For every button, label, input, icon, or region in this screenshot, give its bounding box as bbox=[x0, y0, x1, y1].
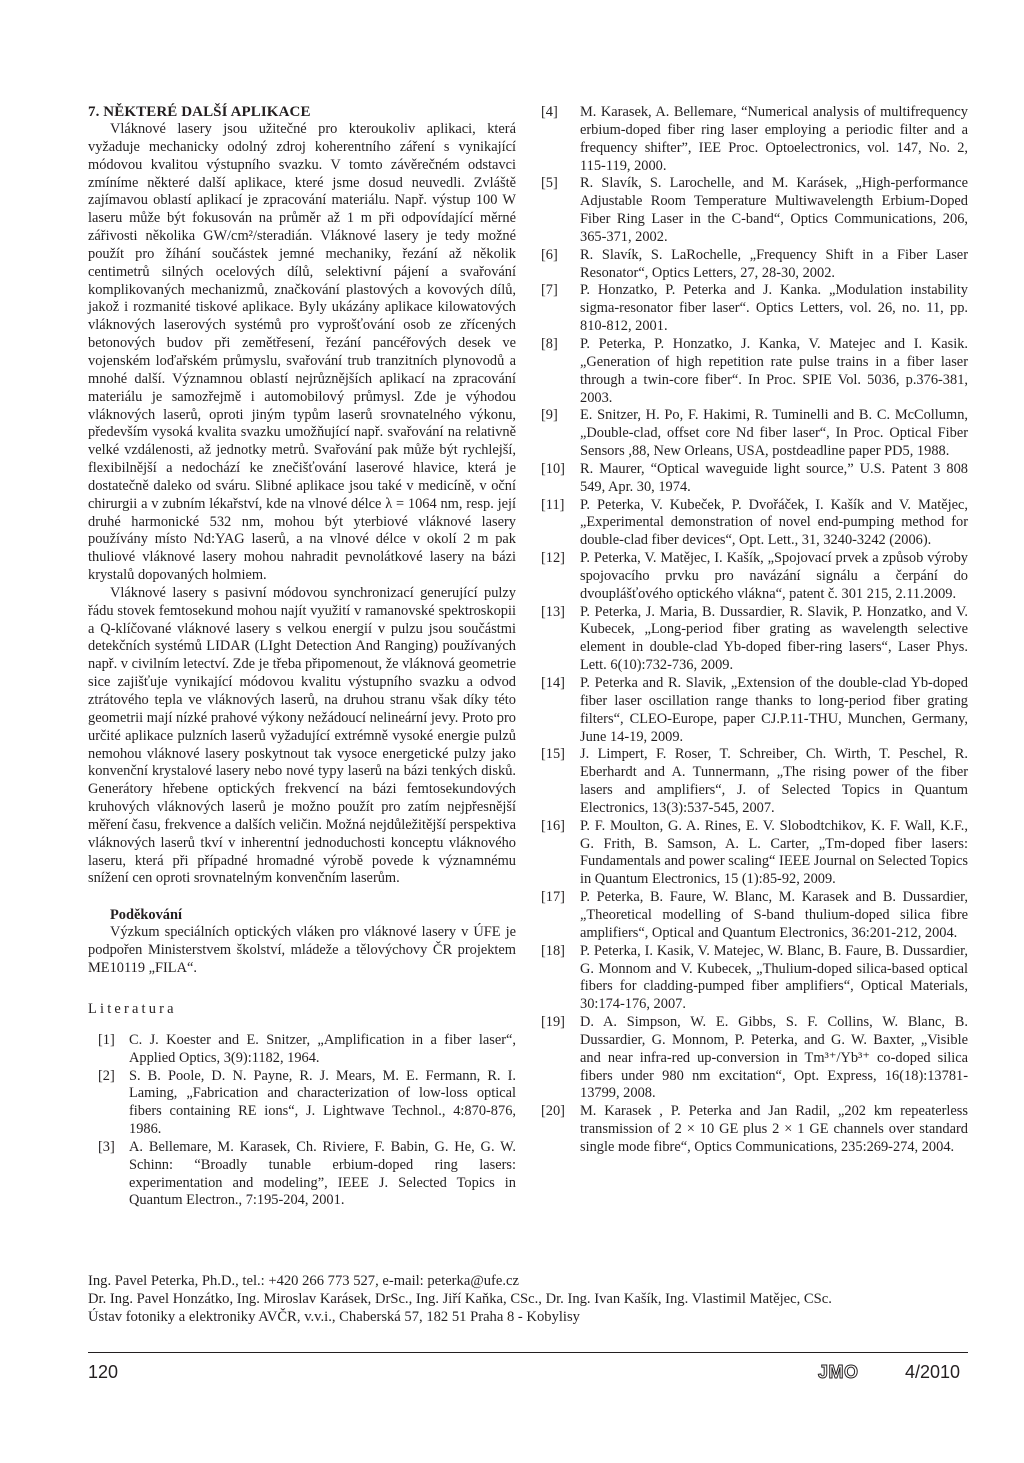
reference-item bbox=[541, 282, 968, 336]
reference-text: D. A. Simpson, W. E. Gibbs, S. F. Collins, W. Blanc, B. Dussardier, G. Monnom, P. Peterka, and G. W. Baxter, „Visible and near infra-red up-conversion in Tm³⁺/Yb³⁺ co-doped silica fibers under 980 nm excitation“, Opt. Express, 16(18):13781-13799, 2008. bbox=[580, 1014, 968, 1102]
reference-number: [3] bbox=[98, 1138, 115, 1155]
issue-number: 4/2010 bbox=[905, 1362, 961, 1382]
reference-number: [13] bbox=[541, 603, 565, 620]
reference-item bbox=[88, 1032, 516, 1068]
left-column bbox=[88, 104, 516, 1210]
reference-number: [18] bbox=[541, 942, 565, 959]
reference-text: P. Peterka, V. Matějec, I. Kašík, „Spojovací prvek a způsob výroby spojovacího prvku pro navázání signálu a čerpání do dvouplášťového optického vlákna“, patent č. 301 215, 2.11.2009. bbox=[580, 550, 968, 602]
reference-item bbox=[541, 943, 968, 1014]
reference-text: R. Slavík, S. Larochelle, and M. Karásek, „High-performance Adjustable Room Temperature Multiwavelength Erbium-Doped Fiber Ring Laser in the C-band“, Optics Communications, 206, 365-371, 2002. bbox=[580, 175, 968, 245]
reference-item bbox=[541, 818, 968, 889]
journal-logo: JMO bbox=[818, 1362, 859, 1382]
section-title: 7. NĚKTERÉ DALŠÍ APLIKACE bbox=[88, 104, 311, 120]
reference-number: [4] bbox=[541, 104, 558, 120]
reference-item bbox=[88, 1139, 516, 1210]
reference-number: [17] bbox=[541, 889, 565, 906]
reference-item bbox=[541, 247, 968, 283]
reference-text: J. Limpert, F. Roser, T. Schreiber, Ch. Wirth, T. Peschel, R. Eberhardt and A. Tunnermann, „The rising power of the fiber lasers and amplifiers“, J. of Selected Topics in Quantum Electronics, 13(3):537-545, 2007. bbox=[580, 746, 968, 816]
reference-number: [6] bbox=[541, 246, 558, 263]
reference-text: R. Maurer, “Optical waveguide light source,” U.S. Patent 3 808 549, Apr. 30, 1974. bbox=[580, 460, 968, 495]
page-number: 120 bbox=[88, 1362, 119, 1382]
reference-item bbox=[541, 336, 968, 407]
reference-number: [14] bbox=[541, 675, 565, 691]
reference-item bbox=[541, 889, 968, 943]
reference-item bbox=[541, 550, 968, 604]
literature-title: Literatura bbox=[88, 1000, 177, 1017]
reference-text: P. Peterka, V. Kubeček, P. Dvořáček, I. Kašík and V. Matějec, „Experimental demonstration of novel end-pumping method for double-clad fiber devices“, Opt. Lett., 31, 3240-3242 (2006). bbox=[580, 496, 968, 549]
reference-text: R. Slavík, S. LaRochelle, „Frequency Shift in a Fiber Laser Resonator“, Optics Letters, 27, 28-30, 2002. bbox=[580, 246, 968, 281]
reference-number: [1] bbox=[98, 1031, 115, 1048]
reference-number: [10] bbox=[541, 460, 565, 477]
reference-number: [20] bbox=[541, 1103, 565, 1120]
reference-text: M. Karasek , P. Peterka and Jan Radil, „202 km repeaterless transmission of 2 × 10 GE plus 2 × 1 GE channels over standard single mode fibre“, Optics Communications, 235:269-274, 2004. bbox=[580, 1103, 968, 1155]
reference-text: M. Karasek, A. Bellemare, “Numerical analysis of multifrequency erbium-doped fiber ring laser employing a periodic filter and a frequency shifter”, IEE Proc. Optoelectronics, vol. 147, No. 2, 115-119, 2000. bbox=[580, 104, 968, 174]
reference-item bbox=[541, 497, 968, 551]
reference-text: A. Bellemare, M. Karasek, Ch. Riviere, F. Babin, G. He, G. W. Schinn: “Broadly tunable erbium-doped ring lasers: experimentation and modeling”, IEEE J. Selected Topics in Quantum Electron., 7:195-204, 2001. bbox=[129, 1138, 516, 1209]
reference-item bbox=[541, 407, 968, 461]
right-column bbox=[541, 104, 968, 1157]
reference-number: [2] bbox=[98, 1067, 115, 1084]
author-line: Ústav fotoniky a elektroniky AVČR, v.v.i., Chaberská 57, 182 51 Praha 8 - Kobylisy bbox=[88, 1309, 580, 1325]
body-paragraph: Vláknové lasery s pasivní módovou synchronizací generující pulzy řádu stovek femtosekund mohou najít využití v ramanovské spektroskopii a Q-klíčované vláknové lasery s velkou energií v pulzu jsou součástmi detekčních systémů LIDAR (LIght Detection And Ranging) používaných např. v civilním letectví. Zde je třeba připomenout, že vláknová geometrie sice zajišťuje vynikající módovou kvalitu výstupního svazku a odvod ztrátového tepla ve vláknových laserů, na druhou stranu však díky této geometrii mají nízké prahové výkony nežádoucí nelineární jevy. Proto pro určité aplikace pulzních laserů vyžadující extrémně vysoké energie pulzů nemohou vláknové lasery poskytnout tak vysoce energetické pulzy jako konvenční krystalové lasery nebo nové typy laserů na bázi tenkých disků. Generátory hřebene optických frekvencí na bázi femtosekundových kruhových vláknových laserů je možno použít pro zatím nejpřesnější měření času, frekvence a dalších veličin. Možná nejdůležitější perspektiva vláknových laserů tkví v inherentní jednoduchosti konceptu vláknového laseru, která při případné hromadné výrobě povede k významnému snížení cen oproti srovnatelným konvenčním laserům. bbox=[88, 584, 516, 887]
reference-item bbox=[541, 175, 968, 246]
reference-item bbox=[541, 1014, 968, 1103]
reference-number: [12] bbox=[541, 550, 565, 567]
author-info bbox=[88, 1272, 968, 1326]
reference-item bbox=[541, 104, 968, 175]
reference-text: P. Peterka, I. Kasik, V. Matejec, W. Blanc, B. Faure, B. Dussardier, G. Monnom and V. Kubecek, „Thulium-doped silica-based optical fibers for cladding-pumped fiber amplifiers“, Optical Materials, 30:174-176, 2007. bbox=[580, 942, 968, 1013]
body-paragraph: Vláknové lasery jsou užitečné pro kteroukoliv aplikaci, která vyžaduje mechanicky odolný zdroj koherentního záření s vynikající módovou kvalitou výstupního svazku. V tomto závěrečném odstavci zmíníme některé další aplikace, které jsme dosud neuvedli. Zvláště zajímavou oblastí aplikací je zpracování materiálu. Např. výstup 100 W laseru může být fokusován na průměr až 1 m při odpovídající měrné zářivosti několika GW/cm²/steradián. Vláknové lasery je tedy možné použít pro žíhání součástek jemné mechaniky, řezání až několik centimetrů silných ocelových dílů, selektivní pájení a svařování komplikovaných mechanizmů, značkování plastových a kovových dílů, jakož i rozmanité tiskové aplikace. Byly ukázány aplikace kilowatových vláknových laserových systémů pro vyprošťování osob ze zřícených betonových budov při zemětřesení, řezání pancéřových desek ve vojenském loďařském průmyslu, svařování trub tranzitních plynovodů a mnohé další. Významnou oblastí nejrůznějších aplikací na zpracování materiálu je samozřejmě i automobilový průmysl. Zde je výhodou vláknových laserů, oproti jiným typům laserů srovnatelného výkonu, především vysoká kvalita svazku umožňující např. svařování na relativně velké vzdálenosti, až jednotky metrů. Svařování pak může být rychlejší, flexibilnější a nedochází ke znečišťování laserové hlavice, která je dostatečně daleko od sváru. Slibné aplikace jsou také v medicíně, v oční chirurgii a v zubním lékařství, kde na vlnové délce λ = 1064 nm, resp. její druhé harmonické 532 nm, mohou být yterbiové vláknové lasery používány místo Nd:YAG laserů, a na vlnové délce v okolí 2 m pak thuliové vláknové lasery mohou nahradit pevnolátkové lasery na bázi krystalů dopovaných holmiem. bbox=[88, 121, 516, 584]
footer-rule bbox=[88, 1352, 968, 1353]
reference-text: P. Peterka, J. Maria, B. Dussardier, R. Slavik, P. Honzatko, and V. Kubecek, „Long-period fiber grating as wavelength selective element in double-clad Yb-doped fiber-ring lasers“, Laser Phys. Lett. 6(10):732-736, 2009. bbox=[580, 603, 968, 674]
reference-item bbox=[541, 604, 968, 675]
reference-item bbox=[88, 1068, 516, 1139]
reference-item bbox=[541, 746, 968, 817]
reference-text: P. Peterka, B. Faure, W. Blanc, M. Karasek and B. Dussardier, „Theoretical modelling of S-band thulium-doped silica fibre amplifiers“, Optical and Quantum Electronics, 36:201-212, 2004. bbox=[580, 889, 968, 941]
reference-number: [16] bbox=[541, 817, 565, 834]
reference-text: P. Peterka, P. Honzatko, J. Kanka, V. Matejec and I. Kasik. „Generation of high repetition rate pulse trains in a fiber laser through a twin-core fiber“. In Proc. SPIE Vol. 5036, p.376-381, 2003. bbox=[580, 335, 968, 406]
reference-item bbox=[541, 461, 968, 497]
reference-number: [11] bbox=[541, 496, 565, 513]
reference-number: [7] bbox=[541, 282, 558, 299]
reference-number: [5] bbox=[541, 175, 558, 192]
reference-text: C. J. Koester and E. Snitzer, „Amplification in a fiber laser“, Applied Optics, 3(9):1182, 1964. bbox=[129, 1031, 516, 1066]
reference-text: P. F. Moulton, G. A. Rines, E. V. Slobodtchikov, K. F. Wall, K.F., G. Frith, B. Samson, A. L. Carter, „Tm-doped fiber lasers: Fundamentals and power scaling“ IEEE Journal on Selected Topics in Quantum Electronics, 15 (1):85-92, 2009. bbox=[580, 817, 968, 888]
reference-number: [19] bbox=[541, 1014, 565, 1031]
reference-text: P. Honzatko, P. Peterka and J. Kanka. „Modulation instability sigma-resonator fiber laser“. Optics Letters, vol. 26, no. 11, pp. 810-812, 2001. bbox=[580, 282, 968, 335]
reference-list-right bbox=[541, 104, 968, 1157]
reference-list-left bbox=[88, 1032, 516, 1210]
reference-item bbox=[541, 1103, 968, 1157]
reference-item bbox=[541, 675, 968, 746]
author-line: Ing. Pavel Peterka, Ph.D., tel.: +420 266 773 527, e-mail: peterka@ufe.cz bbox=[88, 1273, 519, 1289]
acknowledgement-title: Poděkování bbox=[110, 907, 182, 924]
reference-text: E. Snitzer, H. Po, F. Hakimi, R. Tuminelli and B. C. McCollumn, „Double-clad, offset core Nd fiber laser“, In Proc. Optical Fiber Sensors ,88, New Orleans, USA, postdeadline paper PD5, 1988. bbox=[580, 407, 968, 460]
reference-number: [9] bbox=[541, 407, 558, 424]
reference-text: S. B. Poole, D. N. Payne, R. J. Mears, M. E. Fermann, R. I. Laming, „Fabrication and characterization of low-loss optical fibers containing RE ions“, J. Lightwave Technol., 4:870-876, 1986. bbox=[129, 1067, 516, 1138]
author-line: Dr. Ing. Pavel Honzátko, Ing. Miroslav Karásek, DrSc., Ing. Jiří Kaňka, CSc., Dr. Ing. Ivan Kašík, Ing. Vlastimil Matějec, CSc. bbox=[88, 1291, 832, 1307]
acknowledgement-text: Výzkum speciálních optických vláken pro vláknové lasery v ÚFE je podpořen Ministerstvem školství, mládeže a tělovýchovy ČR projektem ME10119 „FILA“. bbox=[88, 924, 516, 976]
reference-text: P. Peterka and R. Slavik, „Extension of the double-clad Yb-doped fiber laser oscillation range thanks to long-period fiber grating filters“, CLEO-Europe, paper CJ.P.11-THU, Munchen, Germany, June 14-19, 2009. bbox=[580, 675, 968, 745]
reference-number: [15] bbox=[541, 746, 565, 763]
reference-number: [8] bbox=[541, 335, 558, 352]
